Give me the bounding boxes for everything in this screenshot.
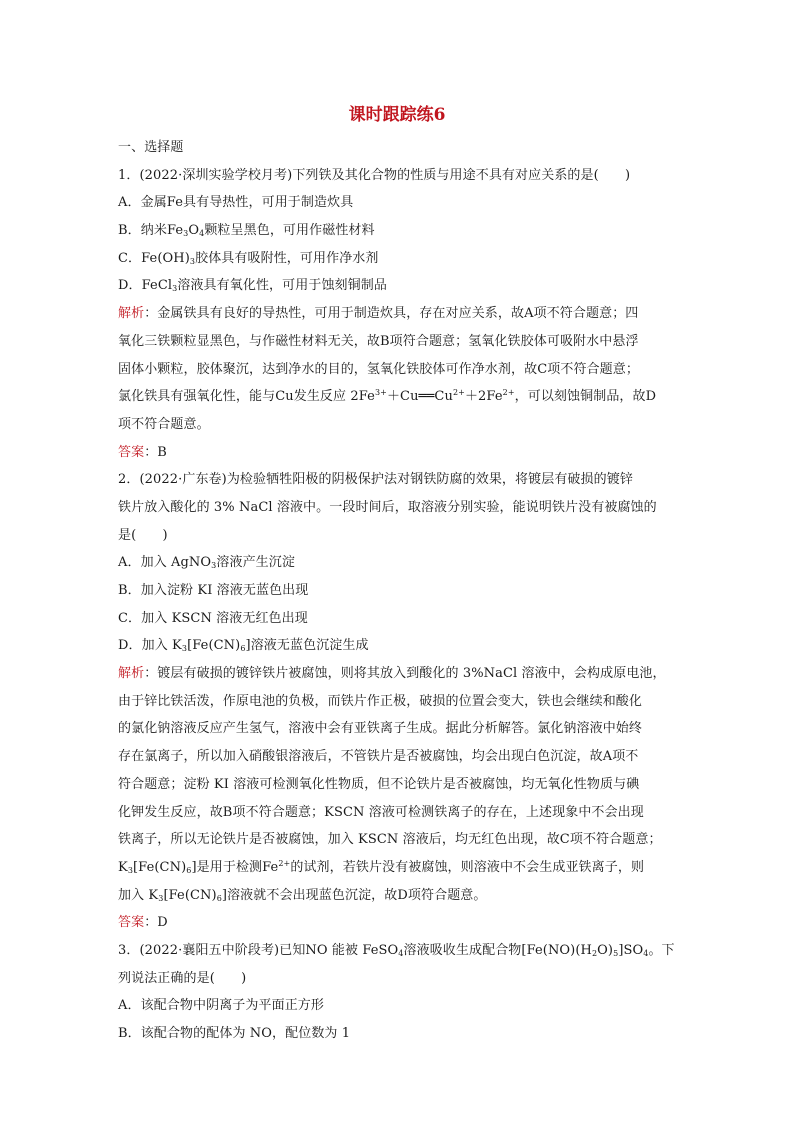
q3-option-a: A．该配合物中阴离子为平面正方形: [118, 998, 324, 1014]
q2-stem-2: 铁片放入酸化的 3% NaCl 溶液中。一段时间后，取溶液分别实验，能说明铁片没有被腐蚀的: [118, 499, 657, 515]
q1-analysis-3: 固体小颗粒，胶体聚沉，达到净水的目的，氢氧化铁胶体可作净水剂，故C项不符合题意；: [118, 361, 639, 377]
answer-label: 答案: [118, 915, 145, 931]
q2-stem-3: 是( ): [118, 527, 168, 543]
q1-analysis-1: 解析：金属铁具有良好的导热性，可用于制造炊具，存在对应关系，故A项不符合题意；四: [118, 306, 639, 322]
q2-analysis-9: 加入 $K_3[Fe(CN)_6]$溶液就不会出现蓝色沉淀，故D项符合题意。: [118, 887, 487, 903]
q2-option-a: A．加入 AgNO$_3$溶液产生沉淀: [118, 555, 295, 571]
q2-analysis-1: 解析：镀层有破损的镀锌铁片被腐蚀，则将其放入到酸化的 3%NaCl 溶液中，会构成原电池，: [118, 666, 666, 682]
q2-stem-1: 2．(2022·广东卷)为检验牺牲阳极的阴极保护法对钢铁防腐的效果，将镀层有破损的镀锌: [118, 472, 633, 488]
q2-analysis-2: 由于锌比铁活泼，作原电池的负极，而铁片作正极，破损的位置会变大，铁也会继续和酸化: [118, 693, 643, 709]
content-body: [118, 134, 678, 1048]
analysis-label: 解析: [118, 666, 145, 682]
q1-option-c: C．$Fe(OH)_3$胶体具有吸附性，可用作净水剂: [118, 250, 379, 266]
answer-label: 答案: [118, 444, 145, 460]
q2-option-c: C．加入 KSCN 溶液无红色出现: [118, 610, 308, 626]
page-title: 课时跟踪练6: [348, 105, 446, 125]
analysis-label: 解析: [118, 306, 145, 322]
q1-option-d: D．FeCl$_3$溶液具有氧化性，可用于蚀刻铜制品: [118, 278, 387, 294]
q3-stem-2: 列说法正确的是( ): [118, 970, 247, 986]
q1-option-a: A．金属Fe具有导热性，可用于制造炊具: [118, 195, 354, 211]
q2-analysis-4: 存在氯离子，所以加入硝酸银溶液后，不管铁片是否被腐蚀，均会出现白色沉淀，故A项不: [118, 749, 639, 765]
q1-analysis-5: 项不符合题意。: [118, 416, 210, 432]
q1-answer: 答案：B: [118, 444, 167, 460]
q2-analysis-6: 化钾发生反应，故B项不符合题意；KSCN 溶液可检测铁离子的存在，上述现象中不会出现: [118, 804, 644, 820]
q2-analysis-5: 符合题意；淀粉 KI 溶液可检测氧化性物质，但不论铁片是否被腐蚀，均无氧化性物质与碘: [118, 776, 640, 792]
q3-stem-1: 3．(2022·襄阳五中阶段考)已知NO 能被 FeSO$_4$溶液吸收生成配合物$[Fe(NO)(H_2O)_5]SO_4$。下: [118, 942, 675, 958]
q1-stem: 1．(2022·深圳实验学校月考)下列铁及其化合物的性质与用途不具有对应关系的是( ): [118, 167, 631, 183]
q1-analysis-2: 氧化三铁颗粒显黑色，与作磁性材料无关，故B项符合题意；氢氧化铁胶体可吸附水中悬浮: [118, 333, 639, 349]
q2-option-d: D．加入 $K_3[Fe(CN)_6]$溶液无蓝色沉淀生成: [118, 638, 369, 654]
q2-analysis-7: 铁离子，所以无论铁片是否被腐蚀，加入 KSCN 溶液后，均无红色出现，故C项不符合题意；: [118, 832, 662, 848]
q2-option-b: B．加入淀粉 KI 溶液无蓝色出现: [118, 583, 309, 598]
q1-analysis-4: 氯化铁具有强氧化性，能与Cu发生反应 $2Fe^{3+}+Cu══Cu^{2+}+2Fe^{2+}$，可以刻蚀铜制品，故D: [118, 388, 657, 405]
section-heading: 一、选择题: [118, 140, 184, 155]
q2-answer: 答案：D: [118, 915, 168, 931]
q3-option-b: B．该配合物的配体为 NO，配位数为 1: [118, 1026, 351, 1041]
q2-analysis-8: $K_3[Fe(CN)_6]$是用于检测$Fe^{2+}$的试剂，若铁片没有被腐蚀，则溶液中不会生成亚铁离子，则: [118, 858, 645, 875]
q1-option-b: B．纳米$Fe_3O_4$颗粒呈黑色，可用作磁性材料: [118, 223, 375, 239]
q2-analysis-3: 的氯化钠溶液反应产生氢气，溶液中会有亚铁离子生成。据此分析解答。氯化钠溶液中始终: [118, 721, 643, 737]
